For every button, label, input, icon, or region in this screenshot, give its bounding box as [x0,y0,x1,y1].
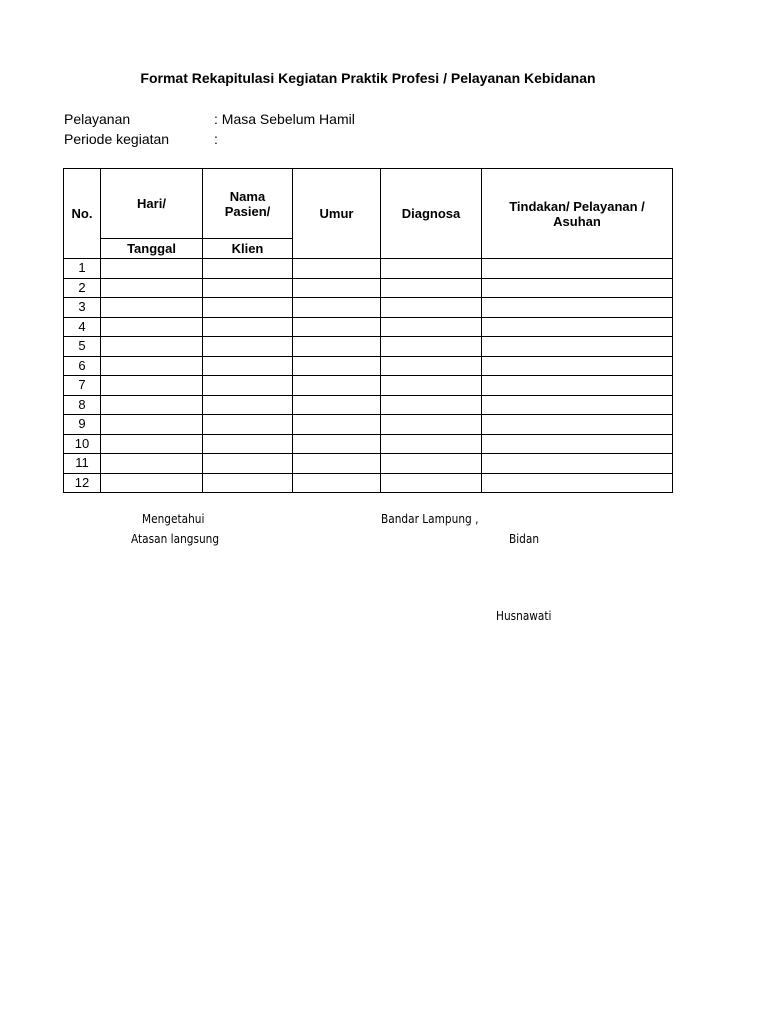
empty-cell [482,259,673,279]
empty-cell [482,376,673,396]
empty-cell [101,298,203,318]
empty-cell [203,376,293,396]
empty-cell [381,337,482,357]
table-row [64,278,673,298]
row-number: 2 [64,278,101,298]
empty-cell [381,298,482,318]
header-nama-pasien: Nama Pasien/ [203,169,293,239]
empty-cell [203,298,293,318]
empty-cell [293,395,381,415]
table-row [64,298,673,318]
empty-cell [203,473,293,493]
empty-cell [381,473,482,493]
table-row [64,415,673,435]
empty-cell [203,395,293,415]
table-row [64,395,673,415]
signature-atasan-langsung: Atasan langsung [131,532,220,546]
recap-table [63,168,673,493]
field-value: : Masa Sebelum Hamil [214,111,355,127]
empty-cell [101,434,203,454]
header-diagnosa: Diagnosa [381,169,482,259]
empty-cell [381,395,482,415]
signature-place-date: Bandar Lampung , [381,512,479,526]
signature-role: Bidan [509,532,540,546]
empty-cell [203,454,293,474]
row-number: 6 [64,356,101,376]
empty-cell [101,259,203,279]
empty-cell [203,415,293,435]
table-row [64,259,673,279]
empty-cell [482,454,673,474]
empty-cell [293,356,381,376]
empty-cell [293,376,381,396]
empty-cell [482,298,673,318]
table-body [64,259,673,493]
empty-cell [293,278,381,298]
table-row [64,356,673,376]
row-number: 7 [64,376,101,396]
table-row [64,434,673,454]
empty-cell [293,434,381,454]
table-row [64,376,673,396]
header-tindakan: Tindakan/ Pelayanan / Asuhan [482,169,673,259]
empty-cell [293,415,381,435]
empty-cell [101,337,203,357]
row-number: 1 [64,259,101,279]
empty-cell [101,454,203,474]
empty-cell [482,356,673,376]
field-label: Pelayanan [64,111,131,127]
row-number: 11 [64,454,101,474]
empty-cell [482,317,673,337]
table-row [64,317,673,337]
document-title: Format Rekapitulasi Kegiatan Praktik Profesi / Pelayanan Kebidanan [140,70,596,86]
empty-cell [482,434,673,454]
field-label: Periode kegiatan [64,131,170,147]
table-row [64,473,673,493]
empty-cell [101,317,203,337]
header-hari: Hari/ [101,169,203,239]
signature-mengetahui: Mengetahui [142,512,205,526]
empty-cell [203,337,293,357]
empty-cell [381,259,482,279]
empty-cell [203,317,293,337]
signature-name: Husnawati [496,609,552,623]
header-row [64,169,673,239]
empty-cell [381,454,482,474]
empty-cell [482,415,673,435]
row-number: 3 [64,298,101,318]
empty-cell [203,259,293,279]
empty-cell [203,356,293,376]
table-row [64,454,673,474]
row-number: 8 [64,395,101,415]
empty-cell [101,376,203,396]
empty-cell [293,473,381,493]
header-tanggal: Tanggal [101,239,203,259]
row-number: 9 [64,415,101,435]
header-umur: Umur [293,169,381,259]
row-number: 12 [64,473,101,493]
empty-cell [101,395,203,415]
header-no: No. [64,169,101,259]
empty-cell [101,356,203,376]
field-value: : [214,131,218,147]
empty-cell [482,278,673,298]
empty-cell [293,259,381,279]
empty-cell [381,415,482,435]
empty-cell [293,337,381,357]
empty-cell [482,473,673,493]
empty-cell [482,395,673,415]
empty-cell [381,356,482,376]
row-number: 4 [64,317,101,337]
row-number: 5 [64,337,101,357]
empty-cell [482,337,673,357]
empty-cell [293,298,381,318]
empty-cell [101,278,203,298]
empty-cell [203,278,293,298]
row-number: 10 [64,434,101,454]
header-klien: Klien [203,239,293,259]
empty-cell [293,454,381,474]
empty-cell [381,278,482,298]
empty-cell [293,317,381,337]
empty-cell [101,473,203,493]
empty-cell [101,415,203,435]
empty-cell [381,434,482,454]
table-row [64,337,673,357]
empty-cell [381,317,482,337]
empty-cell [203,434,293,454]
empty-cell [381,376,482,396]
